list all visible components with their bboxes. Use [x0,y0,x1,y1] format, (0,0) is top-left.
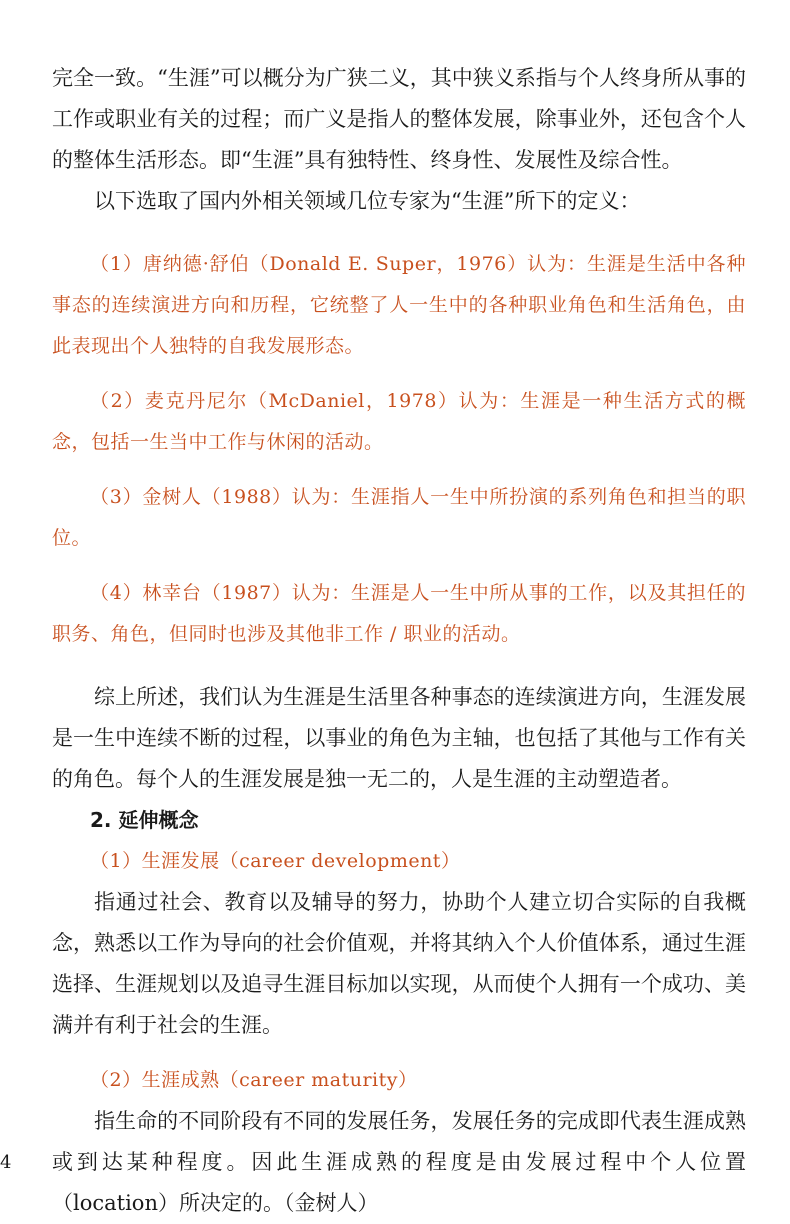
page-content [52,58,746,1224]
intro-paragraph: 完全一致。“生涯”可以概分为广狭二义，其中狭义系指与个人终身所从事的工作或职业有关的过程；而广义是指人的整体发展，除事业外，还包含个人的整体生活形态。即“生涯”具有独特性、终身性、发展性及综合性。 [52,66,746,172]
definition-item: （1）唐纳德·舒伯（Donald E. Super，1976）认为：生涯是生活中各种事态的连续演进方向和历程，它统整了人一生中的各种职业角色和生活角色，由此表现出个人独特的自我发展形态。 [52,253,746,357]
definitions-list [52,244,746,655]
definition-item: （2）麦克丹尼尔（McDaniel，1978）认为：生涯是一种生活方式的概念，包括一生当中工作与休闲的活动。 [52,390,746,453]
subsection-body: 指通过社会、教育以及辅导的努力，协助个人建立切合实际的自我概念，熟悉以工作为导向的社会价值观，并将其纳入个人价值体系，通过生涯选择、生涯规划以及追寻生涯目标加以实现，从而使个人拥有一个成功、美满并有利于社会的生涯。 [52,890,746,1037]
definition-item: （4）林幸台（1987）认为：生涯是人一生中所从事的工作，以及其担任的职务、角色，但同时也涉及其他非工作 / 职业的活动。 [52,582,746,645]
section-heading: 2. 延伸概念 [90,808,199,832]
page-number: 4 [0,1152,12,1173]
subsection-title: （2）生涯成熟（career maturity） [90,1069,418,1091]
subsection-body: 指生命的不同阶段有不同的发展任务，发展任务的完成即代表生涯成熟或到达某种程度。因此生涯成熟的程度是由发展过程中个人位置（location）所决定的。（金树人） [52,1109,746,1215]
subsection-title: （1）生涯发展（career development） [90,850,461,872]
summary-paragraph: 综上所述，我们认为生涯是生活里各种事态的连续演进方向，生涯发展是一生中连续不断的过程，以事业的角色为主轴，也包括了其他与工作有关的角色。每个人的生涯发展是独一无二的，人是生涯的主动塑造者。 [52,685,746,791]
lead-in-paragraph: 以下选取了国内外相关领域几位专家为“生涯”所下的定义： [94,189,641,213]
definition-item: （3）金树人（1988）认为：生涯指人一生中所扮演的系列角色和担当的职位。 [52,486,746,549]
